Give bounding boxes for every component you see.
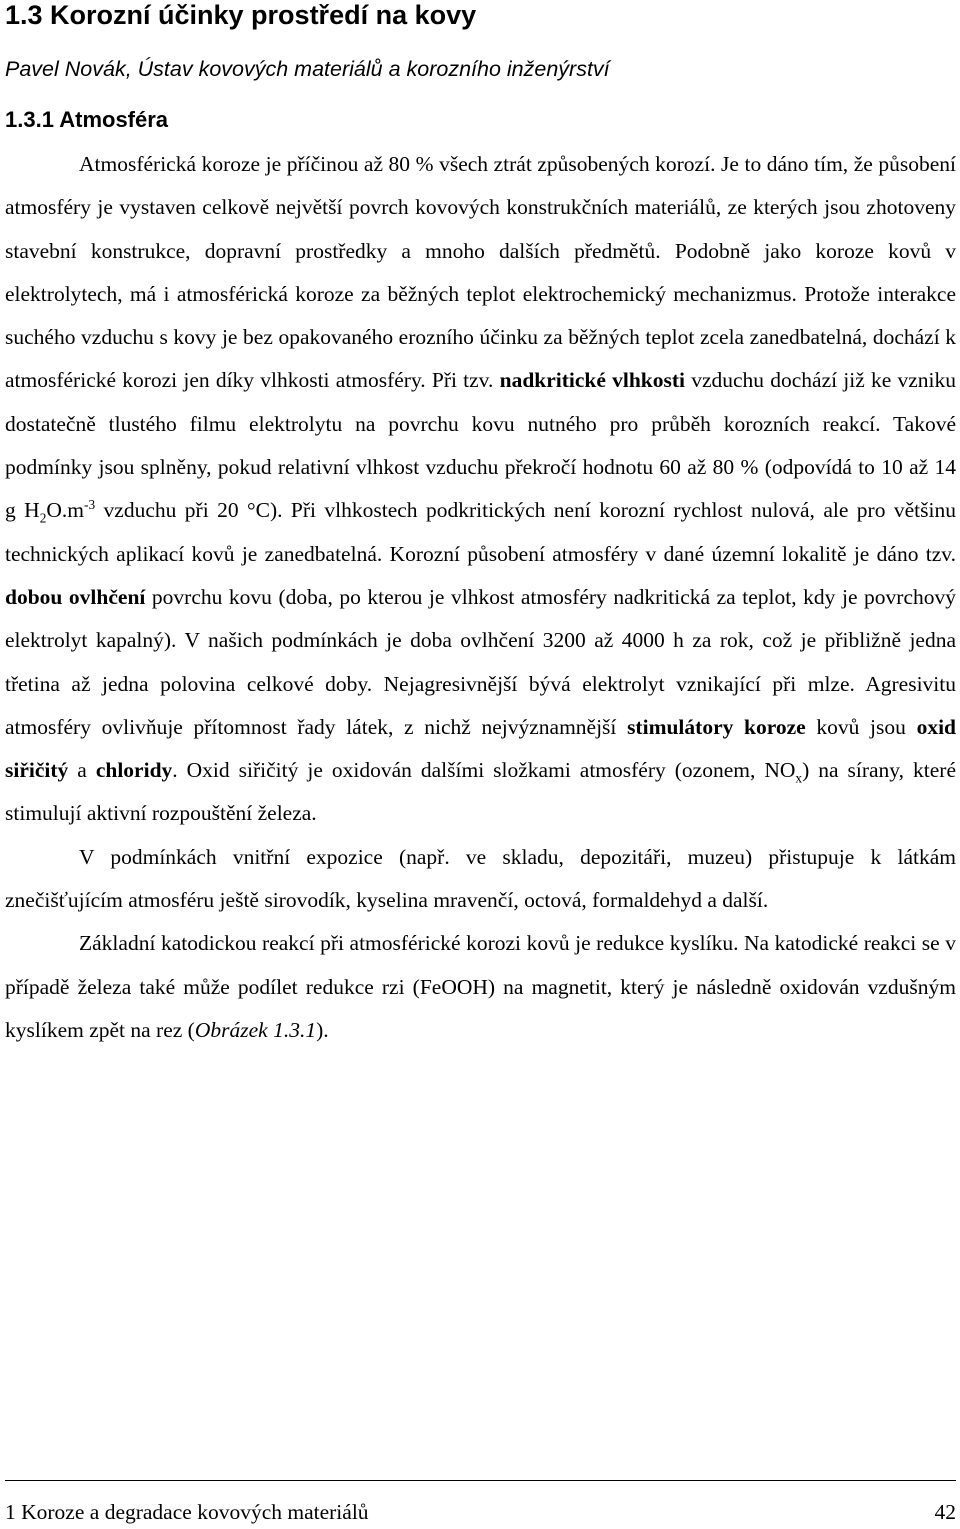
paragraph-cathodic-reaction — [5, 922, 956, 1052]
section-heading: 1.3 Korozní účinky prostředí na kovy — [5, 0, 477, 30]
paragraph-indoor-exposure: V podmínkách vnitřní expozice (např. ve skladu, depozitáři, muzeu) přistupuje k látkám znečišťujícím atmosféru ještě sirovodík, kyselina mravenčí, octová, formaldehyd a další. — [5, 844, 956, 913]
text-run: vzduchu dochází již ke vzniku dostatečně tlustého filmu elektrolytu na povrchu kovu nutného pro průběh korozních reakcí. Takové podmínky jsou splněny, pokud relativní vlhkost vzduchu překročí hodnotu 60 až 80 % (odpovídá to 10 až 14 g H — [5, 368, 956, 523]
figure-reference[interactable]: Obrázek 1.3.1 — [194, 1017, 317, 1042]
paragraph-atmospheric-corrosion — [5, 143, 956, 836]
author-line: Pavel Novák, Ústav kovových materiálů a korozního inženýrství — [5, 57, 610, 81]
footer-divider — [5, 1480, 956, 1481]
subsection-heading: 1.3.1 Atmosféra — [5, 107, 169, 132]
text-run: . Oxid siřičitý je oxidován dalšími složkami atmosféry (ozonem, NO — [172, 758, 796, 783]
term-nadkriticke-vlhkosti: nadkritické vlhkosti — [499, 368, 686, 393]
superscript: -3 — [84, 497, 96, 513]
text-run: a — [68, 758, 96, 783]
text-run: povrchu kovu (doba, po kterou je vlhkost atmosféry nadkritická za teplot, kdy je povrchový elektrolyt kapalný). V našich podmínkách je doba ovlhčení 3200 až 4000 h za rok, což je přibližně jedna třetina až jedna polovina celkové doby. Nejagresivnější bývá elektrolyt vznikající při mlze. Agresivitu atmosféry ovlivňuje přítomnost řady látek, z nichž nejvýznamnější — [5, 584, 956, 739]
subscript: x — [795, 770, 803, 786]
term-stimulatory-koroze: stimulátory koroze — [627, 714, 806, 739]
body-text — [5, 143, 956, 1052]
term-chloridy: chloridy — [95, 758, 173, 783]
text-run: kovů jsou — [805, 714, 917, 739]
text-run: O.m — [46, 498, 84, 523]
footer-page-number: 42 — [934, 1500, 956, 1524]
term-oxid-siricity: oxid siřičitý — [5, 714, 956, 783]
text-run: Základní katodickou reakcí při atmosférické korozi kovů je redukce kyslíku. Na katodické reakci se v případě železa také může podílet redukce rzi (FeOOH) na magnetit, který je následně oxidován vzdušným kyslíkem zpět na rez ( — [5, 931, 956, 1042]
text-run: ) na sírany, které stimulují aktivní rozpouštění železa. — [5, 758, 956, 826]
text-run: ). — [316, 1017, 329, 1042]
term-doba-ovlhceni: dobou ovlhčení — [5, 584, 146, 609]
text-run: vzduchu při 20 °C). Při vlhkostech podkritických není korozní rychlost nulová, ale pro většinu technických aplikací kovů je zanedbatelná. Korozní působení atmosféry v dané územní lokalitě je dáno tzv. — [5, 498, 956, 566]
text-run: Atmosférická koroze je příčinou až 80 % všech ztrát způsobených korozí. Je to dáno tím, že působení atmosféry je vystaven celkově největší povrch kovových konstrukčních materiálů, ze kterých jsou zhotoveny stavební konstrukce, dopravní prostředky a mnoho dalších předmětů. Podobně jako koroze kovů v elektrolytech, má i atmosférická koroze za běžných teplot elektrochemický mechanizmus. Protože interakce suchého vzduchu s kovy je bez opakovaného erozního účinku za běžných teplot zcela zanedbatelná, dochází k atmosférické korozi jen díky vlhkosti atmosféry. Při tzv. — [5, 152, 956, 393]
footer-chapter-title: 1 Koroze a degradace kovových materiálů — [5, 1500, 369, 1524]
subscript: 2 — [39, 510, 47, 526]
